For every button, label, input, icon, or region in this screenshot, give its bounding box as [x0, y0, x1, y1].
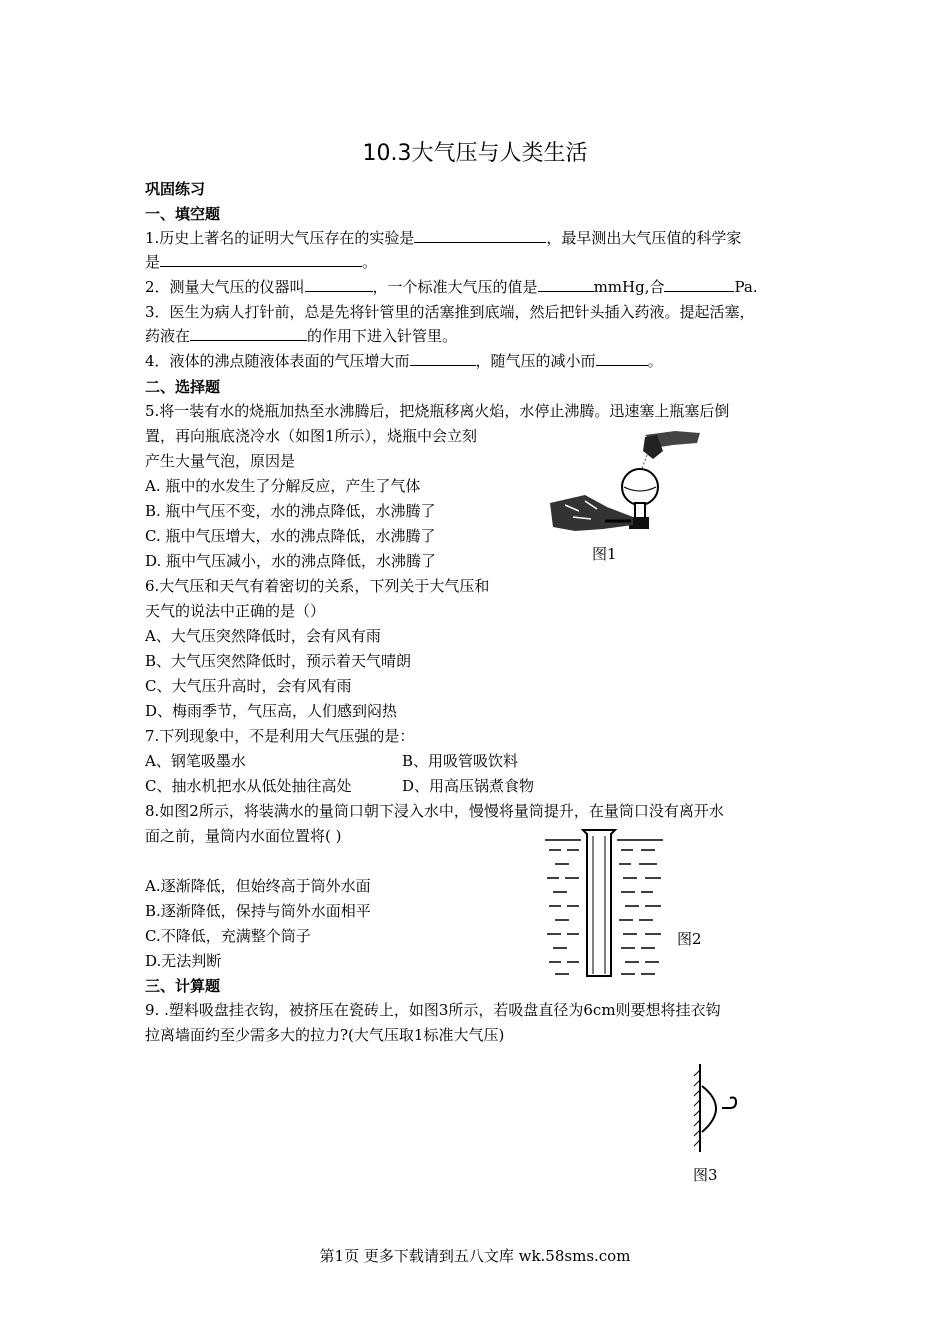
section-title: 巩固练习	[145, 180, 206, 198]
q6-option-d[interactable]: D、梅雨季节，气压高，人们感到闷热	[145, 702, 398, 720]
question-5-line2: 置，再向瓶底浇冷水（如图1所示），烧瓶中会立刻	[145, 427, 478, 445]
q4-text-b: ，随气压的减小而	[475, 352, 596, 370]
q3-text-b: 药液在	[145, 327, 191, 345]
part3-heading: 三、计算题	[145, 977, 221, 995]
q7-option-b[interactable]: B、用吸管吸饮料	[402, 752, 519, 770]
figure-1-caption: 图1	[592, 545, 617, 563]
question-4	[145, 351, 663, 371]
part2-heading: 二、选择题	[145, 378, 221, 396]
q2-text-d: Pa.	[734, 278, 758, 296]
figure-2-cylinder-illustration	[545, 826, 665, 981]
q8-option-a[interactable]: A.逐渐降低，但始终高于筒外水面	[145, 877, 371, 895]
q4-blank-1[interactable]	[410, 351, 476, 366]
question-9-line2: 拉离墙面约至少需多大的拉力?(大气压取1标准大气压)	[145, 1026, 505, 1044]
question-8-line1: 8.如图2所示，将装满水的量筒口朝下浸入水中，慢慢将量筒提升，在量筒口没有离开水	[145, 802, 724, 820]
q8-option-d[interactable]: D.无法判断	[145, 952, 222, 970]
q1-text-b: ，最早测出大气压值的科学家	[546, 229, 742, 247]
q6-option-c[interactable]: C、大气压升高时，会有风有雨	[145, 677, 352, 695]
q2-blank-3[interactable]	[664, 277, 734, 292]
q3-blank[interactable]	[190, 326, 307, 341]
q5-option-d[interactable]: D. 瓶中气压减小，水的沸点降低，水沸腾了	[145, 552, 437, 570]
question-6-line2: 天气的说法中正确的是（）	[145, 602, 326, 620]
question-7-line1: 7.下列现象中，不是利用大气压强的是：	[145, 727, 415, 745]
q2-text-a: 2．测量大气压的仪器叫	[145, 278, 305, 296]
q8-option-c[interactable]: C.不降低，充满整个筒子	[145, 927, 311, 945]
question-6-line1: 6.大气压和天气有着密切的关系，下列关于大气压和	[145, 577, 490, 595]
figure-1-flask-illustration	[545, 425, 705, 540]
question-3-line1: 3．医生为病人打针前，总是先将针管里的活塞推到底端，然后把针头插入药液。提起活塞，	[145, 303, 755, 321]
page-title: 10.3大气压与人类生活	[362, 141, 588, 166]
q7-option-d[interactable]: D、用高压锅煮食物	[402, 777, 535, 795]
q2-text-b: ，一个标准大气压的值是	[372, 278, 538, 296]
question-8-line2: 面之前，量筒内水面位置将( )	[145, 827, 342, 845]
q2-blank-2[interactable]	[538, 277, 594, 292]
q5-option-b[interactable]: B. 瓶中气压不变，水的沸点降低，水沸腾了	[145, 502, 436, 520]
question-2	[145, 277, 758, 297]
question-5-line1: 5.将一装有水的烧瓶加热至水沸腾后，把烧瓶移离火焰，水停止沸腾。迅速塞上瓶塞后倒	[145, 402, 730, 420]
q8-option-b[interactable]: B.逐渐降低，保持与筒外水面相平	[145, 902, 371, 920]
q1-text-a: 1.历史上著名的证明大气压存在的实验是	[145, 229, 415, 247]
figure-2-caption: 图2	[677, 930, 702, 948]
q3-text-c: 的作用下进入针管里。	[307, 327, 458, 345]
q7-option-a[interactable]: A、钢笔吸墨水	[145, 752, 246, 770]
q4-text-a: 4．液体的沸点随液体表面的气压增大而	[145, 352, 410, 370]
q4-text-c: 。	[647, 352, 663, 370]
q6-option-a[interactable]: A、大气压突然降低时，会有风有雨	[145, 627, 381, 645]
question-1-line2	[145, 252, 377, 272]
figure-3-suction-hook-illustration	[690, 1062, 750, 1158]
figure-3-caption: 图3	[693, 1166, 718, 1184]
q6-option-b[interactable]: B、大气压突然降低时，预示着天气晴朗	[145, 652, 412, 670]
q1-text-c: 是	[145, 253, 161, 271]
q5-option-c[interactable]: C. 瓶中气压增大，水的沸点降低，水沸腾了	[145, 527, 436, 545]
q1-blank-1[interactable]	[414, 228, 546, 243]
question-3-line2	[145, 326, 457, 346]
q1-text-d: 。	[362, 253, 378, 271]
part1-heading: 一、填空题	[145, 205, 221, 223]
question-9-line1: 9. .塑料吸盘挂衣钩，被挤压在瓷砖上，如图3所示，若吸盘直径为6cm则要想将挂衣钩	[145, 1001, 721, 1019]
q2-blank-1[interactable]	[305, 277, 373, 292]
q2-text-c: mmHg,合	[593, 278, 665, 296]
q7-option-c[interactable]: C、抽水机把水从低处抽往高处	[145, 777, 352, 795]
q4-blank-2[interactable]	[596, 351, 648, 366]
question-5-line3: 产生大量气泡，原因是	[145, 452, 296, 470]
page-footer: 第1页 更多下载请到五八文库 wk.58sms.com	[319, 1247, 631, 1265]
q1-blank-2[interactable]	[160, 252, 362, 267]
question-1-line1	[145, 228, 741, 248]
q5-option-a[interactable]: A. 瓶中的水发生了分解反应，产生了气体	[145, 477, 421, 495]
